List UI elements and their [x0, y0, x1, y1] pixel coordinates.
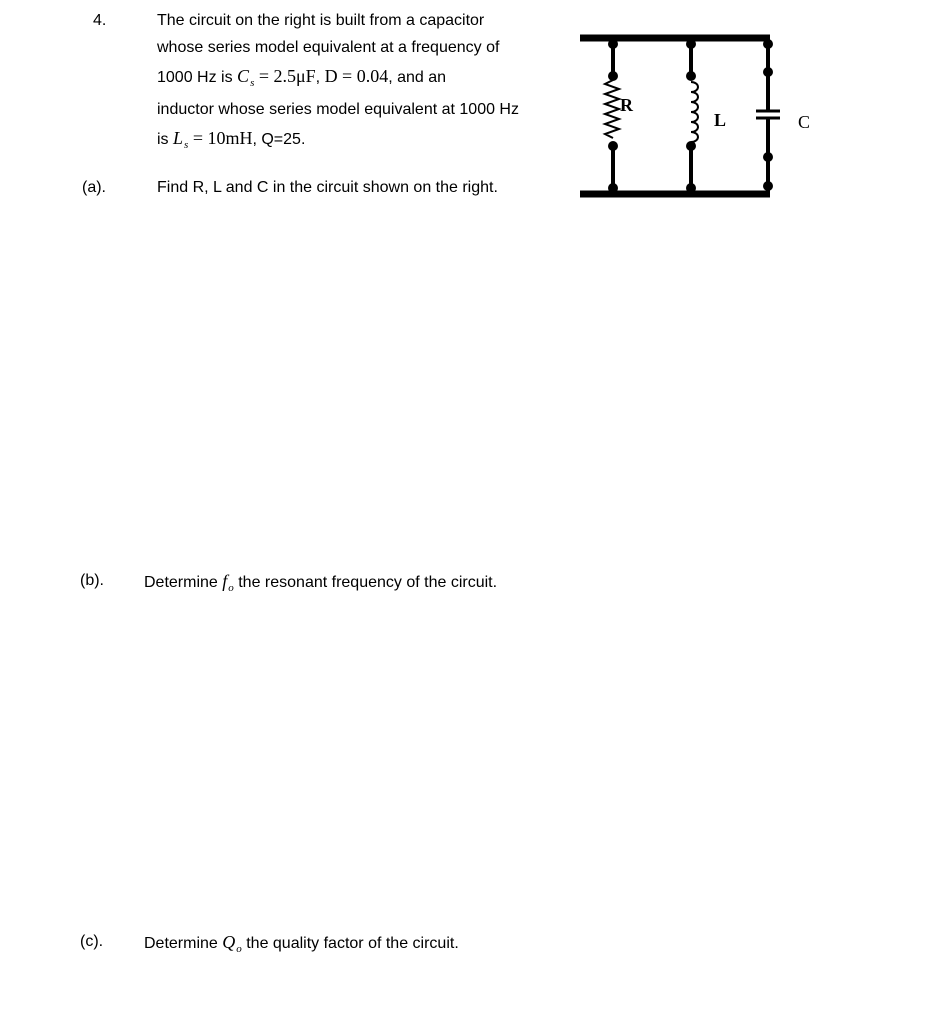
line5-prefix: is	[157, 131, 169, 148]
part-b-text	[144, 571, 497, 598]
inductor-symbol	[691, 82, 698, 142]
d-expression: D = 0.04	[324, 66, 389, 86]
line5-suffix: , Q=25.	[252, 131, 306, 148]
problem-line-1: The circuit on the right is built from a capacitor	[157, 12, 485, 29]
part-c-suffix: the quality factor of the circuit.	[246, 935, 459, 952]
inductor-branch	[686, 38, 698, 194]
cs-subscript: s	[250, 77, 255, 89]
part-b-prefix: Determine	[144, 574, 218, 591]
comma-1: ,	[315, 69, 321, 86]
parallel-rlc-circuit	[570, 22, 830, 207]
part-c-text	[144, 932, 459, 959]
cs-symbol: C	[237, 66, 250, 86]
cs-value: = 2.5μF	[258, 66, 316, 86]
part-a-label: (a).	[82, 179, 106, 196]
problem-line-2: whose series model equivalent at a frequency of	[157, 39, 500, 56]
part-a-text: Find R, L and C in the circuit shown on the right.	[157, 179, 498, 196]
resistor-symbol	[605, 80, 619, 138]
ls-expression	[173, 128, 253, 151]
part-b-suffix: the resonant frequency of the circuit.	[238, 574, 498, 591]
line3-suffix: , and an	[388, 69, 447, 86]
resistor-branch	[605, 38, 619, 194]
ls-symbol: L	[173, 128, 184, 148]
resistor-label: R	[620, 95, 633, 115]
part-c-label: (c).	[80, 933, 104, 950]
problem-number: 4.	[93, 12, 107, 29]
part-c-prefix: Determine	[144, 935, 218, 952]
fo-subscript: o	[228, 582, 234, 594]
fo-expression	[222, 571, 234, 594]
problem-line-5	[157, 128, 305, 155]
ls-subscript: s	[184, 139, 189, 151]
problem-line-4: inductor whose series model equivalent at 1000 Hz	[157, 101, 519, 118]
fo-symbol: f	[222, 571, 228, 591]
qo-expression	[222, 932, 242, 955]
capacitor-label: C	[798, 112, 811, 132]
cs-expression	[237, 66, 316, 89]
line3-prefix: 1000 Hz is	[157, 69, 233, 86]
qo-subscript: o	[236, 943, 242, 955]
capacitor-branch	[756, 38, 780, 194]
part-b-label: (b).	[80, 572, 104, 589]
ls-value: = 10mH	[192, 128, 253, 148]
qo-symbol: Q	[222, 932, 236, 952]
problem-line-3	[157, 66, 446, 93]
inductor-label: L	[714, 110, 727, 130]
